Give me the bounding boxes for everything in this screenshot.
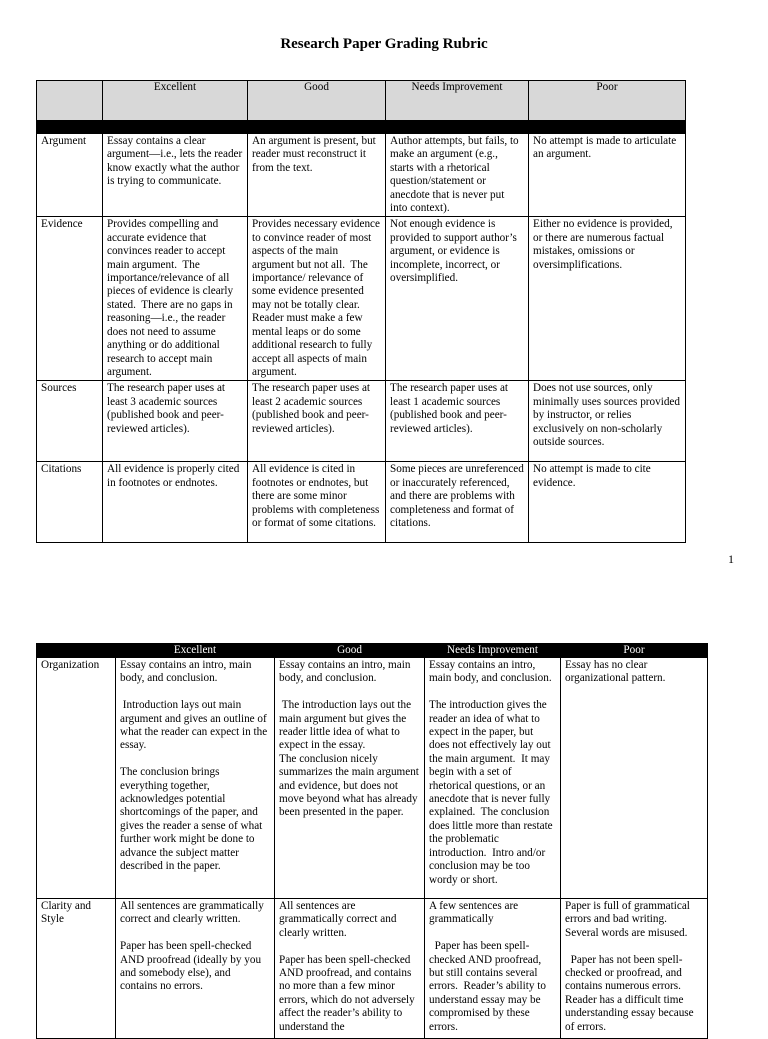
table-header-row <box>37 81 686 121</box>
header-poor: Poor <box>529 81 686 121</box>
table-cell <box>529 462 686 543</box>
black-separator <box>37 121 686 134</box>
cell-text: Either no evidence is provided, or there are numerous factual mistakes, omissions or oversimplifications. <box>533 218 676 271</box>
row-label: Citations <box>37 462 103 543</box>
header-excellent: Excellent <box>103 81 248 121</box>
table-cell <box>275 899 425 1039</box>
table-cell <box>248 217 386 381</box>
cell-text: A few sentences are grammatically Paper has been spell-checked AND proofread, but still contains several errors. Reader’s ability to understand essay may be compromised by these errors. <box>429 900 546 1033</box>
cell-text: Not enough evidence is provided to support author’s argument, or evidence is incomplete, incorrect, or oversimplified. <box>390 218 520 285</box>
cell-text: The research paper uses at least 3 academic sources (published book and peer-reviewed articles). <box>107 382 228 435</box>
header-needs-improvement: Needs Improvement <box>386 81 529 121</box>
table-cell <box>561 658 708 899</box>
cell-text: All evidence is cited in footnotes or endnotes, but there are some minor problems with completeness or format of some citations. <box>252 463 383 529</box>
rubric-table-2 <box>36 643 708 1039</box>
table-cell <box>529 217 686 381</box>
cell-text: Essay contains a clear argument—i.e., lets the reader know exactly what the author is trying to communicate. <box>107 135 246 188</box>
table-cell <box>248 134 386 217</box>
table-cell <box>116 658 275 899</box>
cell-text: Some pieces are unreferenced or inaccurately referenced, and there are problems with completeness and format of citations. <box>390 463 527 529</box>
cell-text: No attempt is made to cite evidence. <box>533 463 654 489</box>
table-cell <box>561 899 708 1039</box>
table-cell <box>116 899 275 1039</box>
table-cell <box>425 899 561 1039</box>
cell-text: Provides necessary evidence to convince reader of most aspects of the main argument but not all. The importance/ relevance of some evidence presented may not be totally clear. Reader must make a few mental leaps or do some additional research to fully accept all aspects of main argument. <box>252 218 383 378</box>
row-label: Organization <box>37 658 116 899</box>
cell-text: Essay contains an intro, main body, and conclusion. Introduction lays out main argument and gives an outline of what the reader can expect in the essay. The conclusion brings everything together, acknowledges potential shortcomings of the paper, and gives the reader a sense of what further work might be done to advance the subject matter described in the paper. <box>120 659 268 873</box>
table-cell <box>103 217 248 381</box>
row-label: Sources <box>37 381 103 462</box>
table-cell <box>529 381 686 462</box>
cell-text: No attempt is made to articulate an argument. <box>533 135 680 161</box>
cell-text: Provides compelling and accurate evidence that convinces reader to accept main argument. The importance/relevance of all pieces of evidence is clearly stated. There are no gaps in reasoning—i.e., the reader does not need to assume anything or do additional research to accept main argument. <box>107 218 236 378</box>
table-cell <box>248 462 386 543</box>
table-cell <box>386 134 529 217</box>
cell-text: The research paper uses at least 1 academic sources (published book and peer-reviewed articles). <box>390 382 511 435</box>
table-row <box>37 658 708 899</box>
row-label: Evidence <box>37 217 103 381</box>
cell-text: An argument is present, but reader must reconstruct it from the text. <box>252 135 379 174</box>
table-cell <box>248 381 386 462</box>
header-good: Good <box>248 81 386 121</box>
page-number: 1 <box>728 552 734 566</box>
header-good: Good <box>275 644 425 658</box>
table-row <box>37 381 686 462</box>
table-cell <box>103 134 248 217</box>
table-cell <box>425 658 561 899</box>
row-label: Clarity and Style <box>37 899 116 1039</box>
cell-text: Essay contains an intro, main body, and conclusion. The introduction gives the reader an idea of what to expect in the paper, but does not effectively lay out the main argument. It may begin with a set of rhetorical questions, or an anecdote that is never fully explained. The conclusion does little more than restate the problematic introduction. Intro and/or conclusion may be too wordy or short. <box>429 659 553 886</box>
header-excellent: Excellent <box>116 644 275 658</box>
cell-text: Essay contains an intro, main body, and conclusion. The introduction lays out the main argument but gives the reader little idea of what to expect in the essay. The conclusion nicely summarizes the main argument and evidence, but does not move beyond what has already been presented in the paper. <box>279 659 419 819</box>
table-cell <box>529 134 686 217</box>
black-separator-row <box>37 121 686 134</box>
table-row <box>37 899 708 1039</box>
table-cell <box>386 217 529 381</box>
table-cell <box>103 462 248 543</box>
cell-text: Essay has no clear organizational pattern. <box>565 659 666 685</box>
rubric-table-1 <box>36 80 686 543</box>
header-corner-cell <box>37 81 103 121</box>
cell-text: The research paper uses at least 2 academic sources (published book and peer-reviewed articles). <box>252 382 373 435</box>
cell-text: All evidence is properly cited in footnotes or endnotes. <box>107 463 243 489</box>
table-cell <box>103 381 248 462</box>
table-row <box>37 134 686 217</box>
header-needs-improvement: Needs Improvement <box>425 644 561 658</box>
table-row <box>37 462 686 543</box>
document-title: Research Paper Grading Rubric <box>280 36 488 52</box>
table-cell <box>386 381 529 462</box>
table-header-row <box>37 644 708 658</box>
header-poor: Poor <box>561 644 708 658</box>
row-label: Argument <box>37 134 103 217</box>
table-cell <box>275 658 425 899</box>
cell-text: All sentences are grammatically correct and clearly written. Paper has been spell-checked AND proofread (ideally by you and somebody else), and contains no errors. <box>120 900 264 993</box>
cell-text: All sentences are grammatically correct and clearly written. Paper has been spell-checked AND proofread, and contains no more than a few minor errors, which do not adversely affect the reader’s ability to understand the <box>279 900 415 1033</box>
header-corner-cell <box>37 644 116 658</box>
cell-text: Author attempts, but fails, to make an argument (e.g., starts with a rhetorical question/statement or anecdote that is never put into context). <box>390 135 522 215</box>
cell-text: Paper is full of grammatical errors and bad writing. Several words are misused. Paper has not been spell-checked or proofread, and contains numerous errors. Reader has a difficult time understanding essay because of errors. <box>565 900 694 1033</box>
table-cell <box>386 462 529 543</box>
table-row <box>37 217 686 381</box>
cell-text: Does not use sources, only minimally uses sources provided by instructor, or relies exclusively on non-scholarly outside sources. <box>533 382 683 448</box>
